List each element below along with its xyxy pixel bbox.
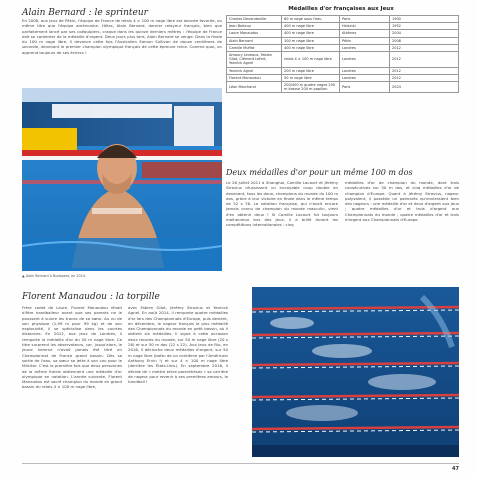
table-cell: Yannick Agnel <box>227 67 282 74</box>
florent-manaudou-heading: Florent Manaudou : la torpille <box>22 292 160 302</box>
florent-col-2: avec Fabien Gilot, Jérémy Stravius et Yannick Agnel. En août 2014, il remporte quatre médailles d'or lors des Championnats d'Europe, puis devient, en décembre, le nageur français le plus médaillé des Championnats du monde en petit bassin, où il obtient six médailles. Il signe à cette occasion deux records du monde, sur 50 m nage libre (20 s 26) et sur 50 m dos (22 s 22). Aux Jeux de Rio, en 2016, il décroche deux médailles d'argent, sur 50 m nage libre (battu de un centième par l'Américain Anthony Ervin !) et sur 4 × 100 m nage libre (derrière les États-Unis). En septembre 2016, il décide de « mettre entre parenthèses » sa carrière de nageur pour revenir à ses premières amours, le handball ! <box>128 305 229 385</box>
table-cell: Pékin <box>340 37 390 44</box>
table-cell: 400 m nage libre <box>282 30 340 37</box>
table-cell: Paris <box>340 16 390 23</box>
table-cell: 2012 <box>390 74 459 81</box>
medals-table-title: Médailles d'or françaises aux Jeux <box>288 6 394 12</box>
alain-bernard-photo <box>22 88 222 271</box>
table-cell: Léon Marchand <box>227 82 282 93</box>
table-cell: Camille Muffat <box>227 44 282 51</box>
table-cell: 400 m nage libre <box>282 44 340 51</box>
medals-table <box>226 15 459 93</box>
table-cell: 60 m nage sous l'eau <box>282 16 340 23</box>
table-cell: Alain Bernard <box>227 37 282 44</box>
table-cell: 100 m nage libre <box>282 37 340 44</box>
table-cell: Athènes <box>340 30 390 37</box>
page-number: 47 <box>452 466 459 472</box>
table-cell: Londres <box>340 67 390 74</box>
table-cell: 2024 <box>390 82 459 93</box>
table-row <box>227 30 459 37</box>
table-cell: 200/400 m quatre nages 200 m brasse 200 m papillon <box>282 82 340 93</box>
table-cell: 1900 <box>390 16 459 23</box>
alain-bernard-heading: Alain Bernard : le sprinteur <box>22 8 148 18</box>
table-row <box>227 74 459 81</box>
camera-icon: ▲ <box>22 274 26 278</box>
table-cell: Laure Manaudou <box>227 30 282 37</box>
table-cell: Florent Manaudou <box>227 74 282 81</box>
alain-bernard-intro: En 2008, aux Jeux de Pékin, l'équipe de France de relais 4 × 100 m nage libre est donnée favorite, ou même titre que l'équipe américaine. Hélas, Alain Bernard, dernier relayeur français, bien que parfaitement lancé par ses coéquipiers, craque dans les quinze derniers mètres : l'équipe de France doit se contenter de la médaille d'argent. Deux jours plus tard, Alain Bernard se venge. Dans la finale du 100 m nage libre, il devance cette fois l'Australien Eamon Sullivan de douze centièmes de seconde, devenant le premier champion olympique français de cette épreuve reine. Comme quoi, on apprend toujours de ses échecs ! <box>22 18 222 55</box>
table-cell: 2004 <box>390 30 459 37</box>
table-cell: Jean Boiteux <box>227 23 282 30</box>
table-cell: 400 m nage libre <box>282 23 340 30</box>
table-cell: 2012 <box>390 52 459 68</box>
table-cell: 2012 <box>390 44 459 51</box>
photo-caption <box>22 274 86 278</box>
table-row <box>227 37 459 44</box>
table-cell: Londres <box>340 74 390 81</box>
underwater-swimmers-photo <box>252 287 459 457</box>
florent-col-1: Frère cadet de Laure, Florent Manaudou rêvait d'être handballeur avant que ses parents ne le poussent à suivre les traces de sa sœur. Au vu de son physique (1,99 m pour 99 kg) et de son explosivité, il se spécialise dans les courtes distances. En 2012, aux Jeux de Londres, il remporte la médaille d'or du 50 m nage libre. Ce titre surprend les observateurs, car, jusqu'alors, le jeune homme n'avait jamais été titré en Championnat de France grand bassin. Dès sa sortie de l'eau, sa sœur se jette à son cou pour le féliciter. C'est la première fois que deux personnes de la même fratrie obtiennent une médaille d'or olympique en natation. L'année suivante, Florent Manaudou est sacré champion du monde en grand bassin du relais 4 × 100 m nage libre, <box>22 305 122 390</box>
table-cell: Paris <box>340 82 390 93</box>
table-row <box>227 82 459 93</box>
deux-col-1: Le 26 juillet 2011 à Shanghai, Camille Lacourt et Jérémy Stravius réussissent un incroyable coup double en devenant, tous les deux, champions du monde du 100 m dos, grâce à leur victoire en finale dans le même temps de 52 s 76. La natation française, qui n'avait encore jamais connu de champion du monde masculin, vient d'en obtenir deux ! Si Camille Lacourt fut toujours malheureux lors des Jeux, il a brillé durant les compétitions internationales : cinq <box>226 180 338 228</box>
table-cell: 2008 <box>390 37 459 44</box>
footer-rule <box>22 463 459 464</box>
table-cell: 1952 <box>390 23 459 30</box>
deux-medailles-heading: Deux médailles d'or pour un même 100 m dos <box>226 168 413 177</box>
table-row <box>227 67 459 74</box>
table-cell: 200 m nage libre <box>282 67 340 74</box>
deux-col-2: médailles d'or de champion du monde, dont trois consécutives sur 50 m dos, et cinq médailles d'or de champion d'Europe. Quant à Jérémy Stravius, nageur polyvalent, il possède un palmarès qu'envieraient bien des nageurs : une médaille d'or et deux d'argent aux Jeux ; quatre médailles d'or et trois d'argent aux Championnats du monde ; quatre médailles d'or et trois d'argent aux Championnats d'Europe. <box>345 180 459 223</box>
table-cell: relais 4 × 100 m nage libre <box>282 52 340 68</box>
table-row <box>227 23 459 30</box>
table-row <box>227 44 459 51</box>
table-cell: Amaury Leveaux, Fabien Gilot, Clément Lefert, Yannick Agnel <box>227 52 282 68</box>
table-cell: Londres <box>340 44 390 51</box>
table-cell: Charles Devendeville <box>227 16 282 23</box>
table-cell: Londres <box>340 52 390 68</box>
table-cell: 50 m nage libre <box>282 74 340 81</box>
table-cell: 2012 <box>390 67 459 74</box>
table-row <box>227 16 459 23</box>
caption-text: Alain Bernard à Budapest, en 2010. <box>25 274 87 278</box>
table-cell: Helsinki <box>340 23 390 30</box>
table-row <box>227 52 459 68</box>
